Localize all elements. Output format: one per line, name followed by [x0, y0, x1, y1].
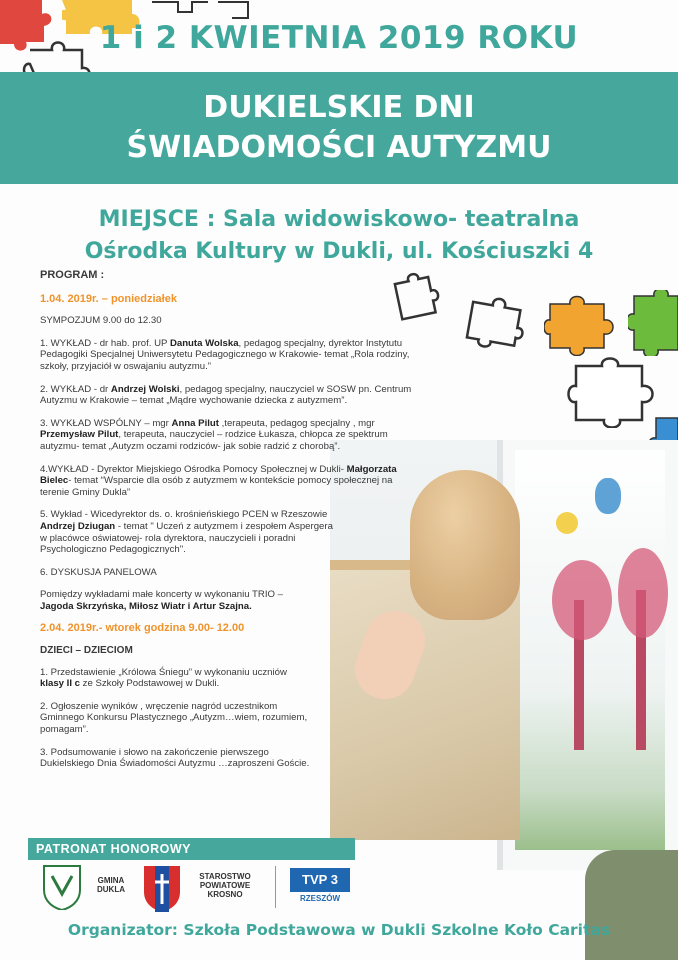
child-jacket: [585, 850, 678, 960]
tvp3-logo: TVP 3: [290, 868, 350, 892]
banner-line-2: ŚWIADOMOŚCI AUTYZMU: [126, 130, 552, 165]
concerts-note: Pomiędzy wykładami małe koncerty w wykonaniu TRIO – Jagoda Skrzyńska, Miłosz Wiatr i Artur Szajna.: [40, 589, 283, 612]
painted-bird-icon: [595, 478, 621, 514]
program-section: [40, 270, 460, 781]
puzzle-green-icon: [628, 290, 678, 356]
speaker-name: Andrzej Dziugan: [40, 520, 116, 532]
venue-line-2: Ośrodka Kultury w Dukli, ul. Kościuszki 4: [84, 239, 594, 264]
lecture-5: 5. Wykład - Wicedyrektor ds. o. krośnieńskiego PCEN w Rzeszowie Andrzej Dziugan - temat " Uczeń z autyzmem i zespołem Aspergera w placówce oświatowej- rola dyrektora, nauczycieli i poradni Psychologiczno Pedagogicznych".: [40, 509, 333, 556]
performers: Jagoda Skrzyńska, Miłosz Wiatr i Artur Szajna.: [40, 600, 252, 612]
panel-discussion: 6. DYSKUSJA PANELOWA: [40, 566, 157, 578]
patronat-label: PATRONAT HONOROWY: [28, 838, 355, 860]
day-1-heading: 1.04. 2019r. – poniedziałek: [40, 292, 177, 305]
puzzle-orange-icon: [544, 294, 618, 356]
patron-logos: [40, 864, 440, 914]
painted-tree-crown: [618, 548, 668, 638]
program-heading: PROGRAM :: [40, 269, 105, 281]
logo-divider: [275, 866, 276, 908]
speaker-name: Danuta Wolska: [169, 337, 239, 349]
day-2-heading: 2.04. 2019r.- wtorek godzina 9.00- 12.00: [40, 622, 245, 635]
painted-tree-crown: [552, 560, 612, 640]
starostwo-label: STAROSTWO POWIATOWE KROSNO: [199, 872, 251, 899]
venue: [0, 204, 678, 268]
lecture-2: 2. WYKŁAD - dr Andrzej Wolski, pedagog specjalny, nauczyciel w SOSW pn. Centrum Autyzmu w Krakowie – temat „Mądre wychowanie dziecka z autyzmem”.: [40, 383, 412, 407]
puzzle-outline-icon: [464, 296, 526, 348]
lecture-1: 1. WYKŁAD - dr hab. prof. UP Danuta Wolska, pedagog specjalny, dyrektor Instytutu Pedagogiki Specjalnej Uniwersytetu Pedagogicznego w Krakowie- temat „Rola rodziny, szkoły, przyjaciół w oswajaniu autyzmu.”: [40, 337, 410, 372]
lecture-3: 3. WYKŁAD WSPÓLNY – mgr Anna Pilut ,terapeuta, pedagog specjalny , mgr Przemysław Pilut, terapeuta, nauczyciel – rodzice Łukasza, chłopca ze spektrum autyzmu- temat „Autyzm oczami rodziców- jak sobie radzić z chorobą”.: [40, 417, 388, 452]
speaker-name: Andrzej Wolski: [110, 383, 180, 395]
kids-item-3: 3. Podsumowanie i słowo na zakończenie pierwszego Dukielskiego Dnia Świadomości Autyzmu …zaproszeni Goście.: [40, 746, 310, 770]
class-name: klasy II c: [40, 678, 81, 690]
krosno-county-crest-icon: [142, 864, 182, 912]
kids-item-2: 2. Ogłoszenie wyników , wręczenie nagród uczestnikom Gminnego Konkursu Plastycznego „Autyzm…wiem, rozumiem, pomagam”.: [40, 700, 308, 736]
organizer: Organizator: Szkoła Podstawowa w Dukli Szkolne Koło Caritas: [67, 921, 611, 939]
puzzle-outline-icon: [566, 356, 658, 428]
speaker-name: Małgorzata Bielec: [40, 463, 397, 487]
speaker-name: Przemysław Pilut: [40, 429, 119, 441]
banner-line-1: DUKIELSKIE DNI: [203, 90, 475, 125]
kids-item-1: 1. Przedstawienie „Królowa Śniegu” w wykonaniu uczniów klasy II c ze Szkoły Podstawowej w Dukli.: [40, 666, 287, 690]
event-date-title: 1 i 2 KWIETNIA 2019 ROKU: [99, 20, 579, 56]
lecture-4: 4.WYKŁAD - Dyrektor Miejskiego Ośrodka Pomocy Społecznej w Dukli- Małgorzata Bielec- temat “Wsparcie dla osób z autyzmem w kontekście pomocy społecznej na terenie Gminy Dukla”: [40, 463, 397, 498]
tvp3-subtitle: RZESZÓW: [300, 894, 340, 903]
venue-line-1: MIEJSCE : Sala widowiskowo- teatralna: [98, 207, 580, 232]
gmina-dukla-label: GMINA DUKLA: [97, 876, 125, 894]
speaker-name: Anna Pilut: [171, 417, 219, 429]
title-banner: [0, 72, 678, 184]
kids-heading: DZIECI – DZIECIOM: [40, 645, 133, 657]
symposium-time: SYMPOZJUM 9.00 do 12.30: [40, 315, 162, 327]
painted-sun-icon: [556, 512, 578, 534]
gmina-dukla-crest-icon: [42, 864, 82, 910]
